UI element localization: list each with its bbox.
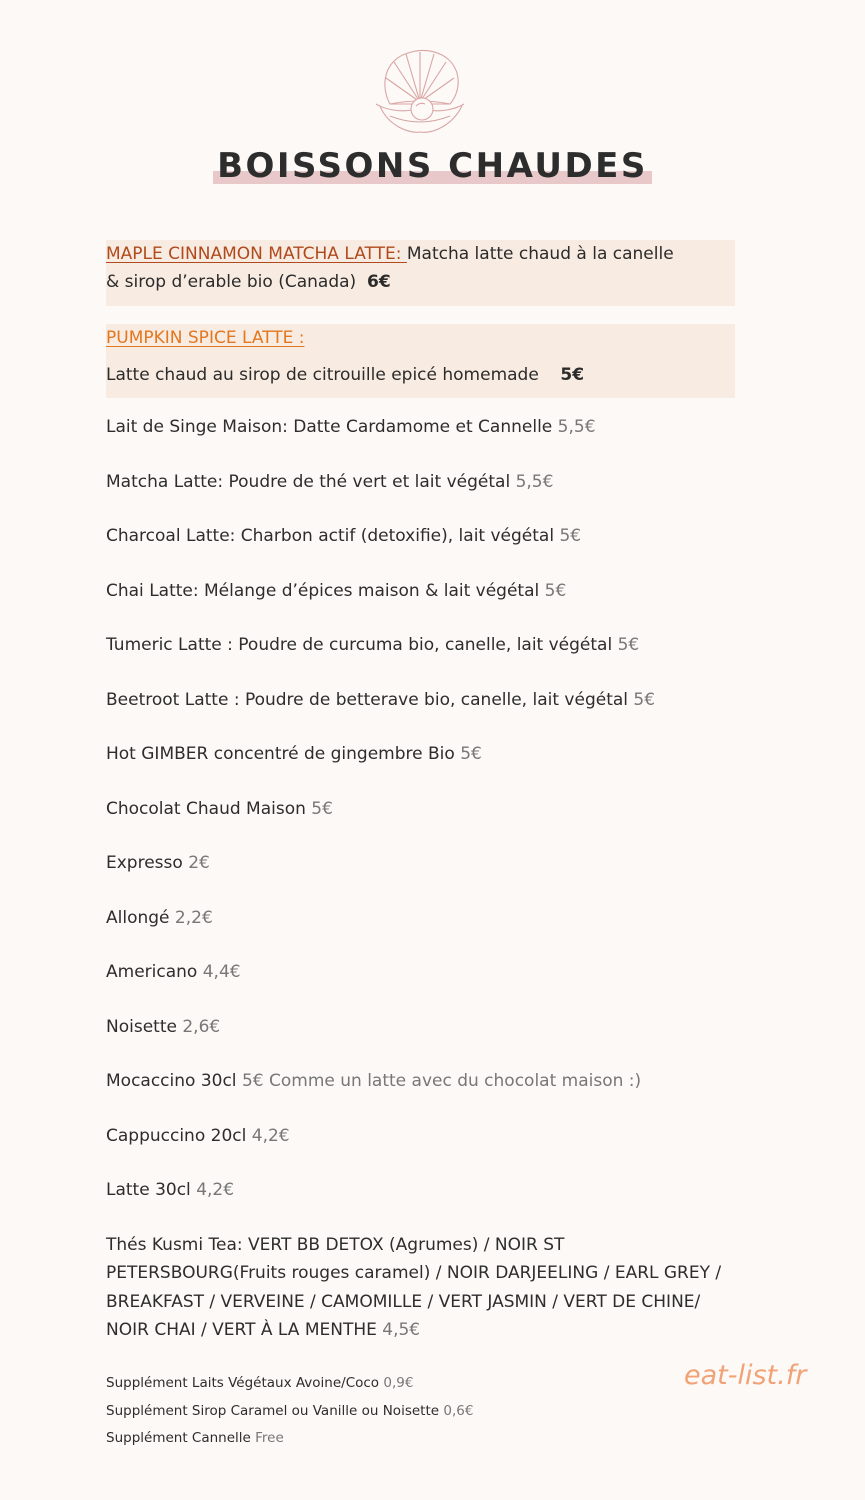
supplement-name: Supplément Sirop Caramel ou Vanille ou Noisette xyxy=(106,1402,440,1419)
menu-item-price: 4,2€ xyxy=(251,1125,290,1146)
menu-item-name: Chocolat Chaud Maison xyxy=(106,798,306,819)
menu-item-name: Beetroot Latte : Poudre de betterave bio, canelle, lait végétal xyxy=(106,689,629,710)
supplements-list xyxy=(106,1370,473,1453)
menu-item-name: Expresso xyxy=(106,853,183,873)
featured-item-desc: Matcha latte chaud à la canelle xyxy=(406,244,674,264)
menu-item-price: 5€ xyxy=(559,526,582,546)
menu-item xyxy=(106,740,736,795)
supplement-name: Supplément Cannelle xyxy=(106,1430,251,1446)
menu-item xyxy=(106,1176,736,1231)
menu-item-price: 5€ xyxy=(617,635,640,655)
watermark: eat-list.fr xyxy=(684,1360,807,1391)
featured-item-name: PUMPKIN SPICE LATTE : xyxy=(106,328,305,348)
menu-item-price: 5€ xyxy=(633,689,656,710)
supplement-price: 0,6€ xyxy=(443,1402,474,1419)
menu-item-price: 2,6€ xyxy=(182,1016,221,1037)
menu-item-name: Cappuccino 20cl xyxy=(106,1125,247,1146)
menu-item xyxy=(106,849,736,904)
menu-item xyxy=(106,904,736,959)
menu-item-name: Americano xyxy=(106,962,198,982)
menu-item xyxy=(106,522,736,577)
supplement-item xyxy=(106,1398,473,1426)
supplement-item xyxy=(106,1370,473,1398)
featured-item-name: MAPLE CINNAMON MATCHA LATTE: xyxy=(106,244,407,264)
featured-item xyxy=(106,324,735,398)
page-title: BOISSONS CHAUDES xyxy=(213,146,652,186)
menu-item-name: Chai Latte: Mélange d’épices maison & lait végétal xyxy=(106,580,540,601)
menu-item xyxy=(106,413,736,468)
menu-item xyxy=(106,795,736,850)
menu-item-price: 4,2€ xyxy=(196,1180,235,1200)
menu-item-name: Charcoal Latte: Charbon actif (detoxifie), lait végétal xyxy=(106,526,555,546)
menu-item-desc: Comme un latte avec du chocolat maison :) xyxy=(268,1071,642,1091)
menu-item xyxy=(106,577,736,632)
menu-item-name: Hot GIMBER concentré de gingembre Bio xyxy=(106,744,455,764)
menu-item xyxy=(106,1122,736,1177)
pearl-shell-icon xyxy=(370,46,470,138)
menu-item xyxy=(106,1067,736,1122)
menu-item-name: Mocaccino 30cl xyxy=(106,1071,237,1091)
menu-item-price: 5€ xyxy=(544,580,567,601)
menu-item-name: Tumeric Latte : Poudre de curcuma bio, canelle, lait végétal xyxy=(106,635,613,655)
supplement-price: 0,9€ xyxy=(383,1375,414,1391)
menu-item-price: 2,2€ xyxy=(174,907,213,928)
menu-item-name: Matcha Latte: Poudre de thé vert et lait végétal xyxy=(106,471,511,492)
featured-item-price: 5€ xyxy=(560,365,585,385)
menu-item-name: Noisette xyxy=(106,1016,177,1037)
featured-item-desc: Latte chaud au sirop de citrouille epicé homemade xyxy=(106,365,539,385)
supplement-name: Supplément Laits Végétaux Avoine/Coco xyxy=(106,1375,380,1391)
menu-item xyxy=(106,1013,736,1068)
menu-item-price: 4,4€ xyxy=(202,962,241,982)
tea-list-text: Thés Kusmi Tea: VERT BB DETOX (Agrumes) / NOIR ST PETERSBOURG(Fruits rouges caramel) / NOIR DARJEELING / EARL GREY / BREAKFAST / VERVEINE / CAMOMILLE / VERT JASMIN / VERT DE CHINE/ NOIR CHAI / VERT À LA MENTHE xyxy=(106,1234,722,1340)
featured-item xyxy=(106,240,735,306)
menu-item-name: Lait de Singe Maison: Datte Cardamome et Cannelle xyxy=(106,417,553,437)
menu-item-price: 5€ xyxy=(311,798,333,819)
menu-item-price: 5€ xyxy=(241,1071,264,1091)
menu-item xyxy=(106,958,736,1013)
menu-item-name: Latte 30cl xyxy=(106,1180,191,1200)
menu-item-price: 5,5€ xyxy=(515,471,554,492)
menu-item xyxy=(106,686,736,741)
menu-item xyxy=(106,468,736,523)
tea-list xyxy=(106,1231,736,1345)
menu-item-price: 2€ xyxy=(188,853,210,873)
featured-item-desc2: & sirop d’erable bio (Canada) xyxy=(106,272,357,292)
menu-item-price: 5,5€ xyxy=(557,417,596,437)
menu-item-price: 5€ xyxy=(460,744,482,764)
supplement-item xyxy=(106,1425,473,1453)
tea-list-price: 4,5€ xyxy=(382,1320,421,1340)
menu-item xyxy=(106,631,736,686)
menu-list xyxy=(106,240,736,1345)
menu-item-name: Allongé xyxy=(106,907,170,928)
supplement-price: Free xyxy=(255,1430,284,1446)
featured-item-price: 6€ xyxy=(366,272,391,292)
